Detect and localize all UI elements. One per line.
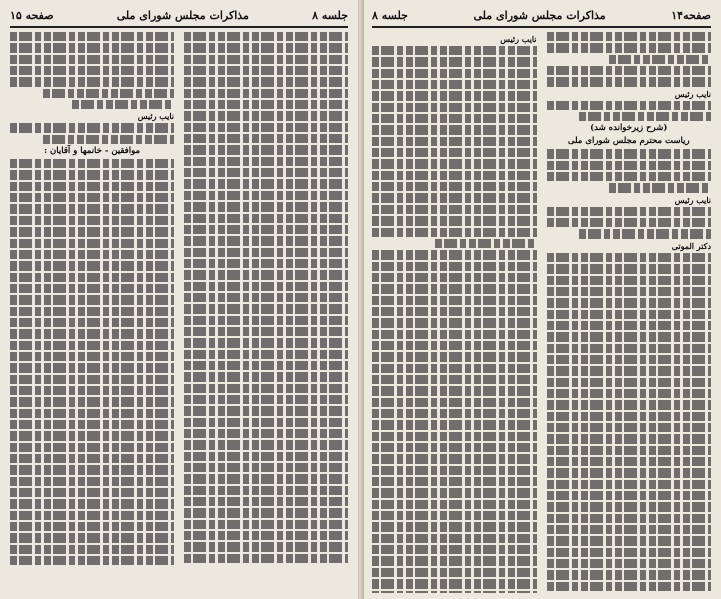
speaker-label: دکتر الموتی [671, 240, 711, 251]
speaker-label: نایب رئیس [500, 34, 537, 44]
section-heading: (شرح زیرخوانده شد) [590, 123, 668, 134]
right-page-session: جلسه ۸ [372, 8, 408, 22]
left-page-column-1 [184, 32, 348, 593]
left-page-running-title: مذاکرات مجلس شورای ملی [116, 8, 249, 22]
left-page-session: جلسه ۸ [312, 8, 348, 22]
section-heading: ریاست محترم مجلس شورای ملی [567, 136, 690, 147]
left-header-rule [10, 26, 348, 28]
right-page-running-title: مذاکرات مجلس شورای ملی [473, 8, 606, 22]
speaker-label: نایب رئیس [137, 111, 174, 122]
right-header-rule [372, 26, 711, 28]
left-page-columns [10, 32, 348, 593]
left-page-header [10, 6, 348, 24]
right-page-header [372, 6, 711, 24]
speaker-label: نایب رئیس [674, 194, 711, 205]
right-page [362, 0, 721, 599]
speaker-label: نایب رئیس [674, 88, 711, 99]
right-page-columns [372, 32, 711, 593]
section-heading: موافقین - خانمها و آقایان : [43, 146, 141, 157]
right-page-column-2 [372, 32, 537, 593]
right-page-number: صفحه۱۴ [671, 8, 711, 22]
left-page-column-2 [10, 32, 174, 593]
left-page [0, 0, 358, 599]
left-page-number: صفحه ۱۵ [10, 8, 54, 22]
right-page-column-1 [547, 32, 712, 593]
